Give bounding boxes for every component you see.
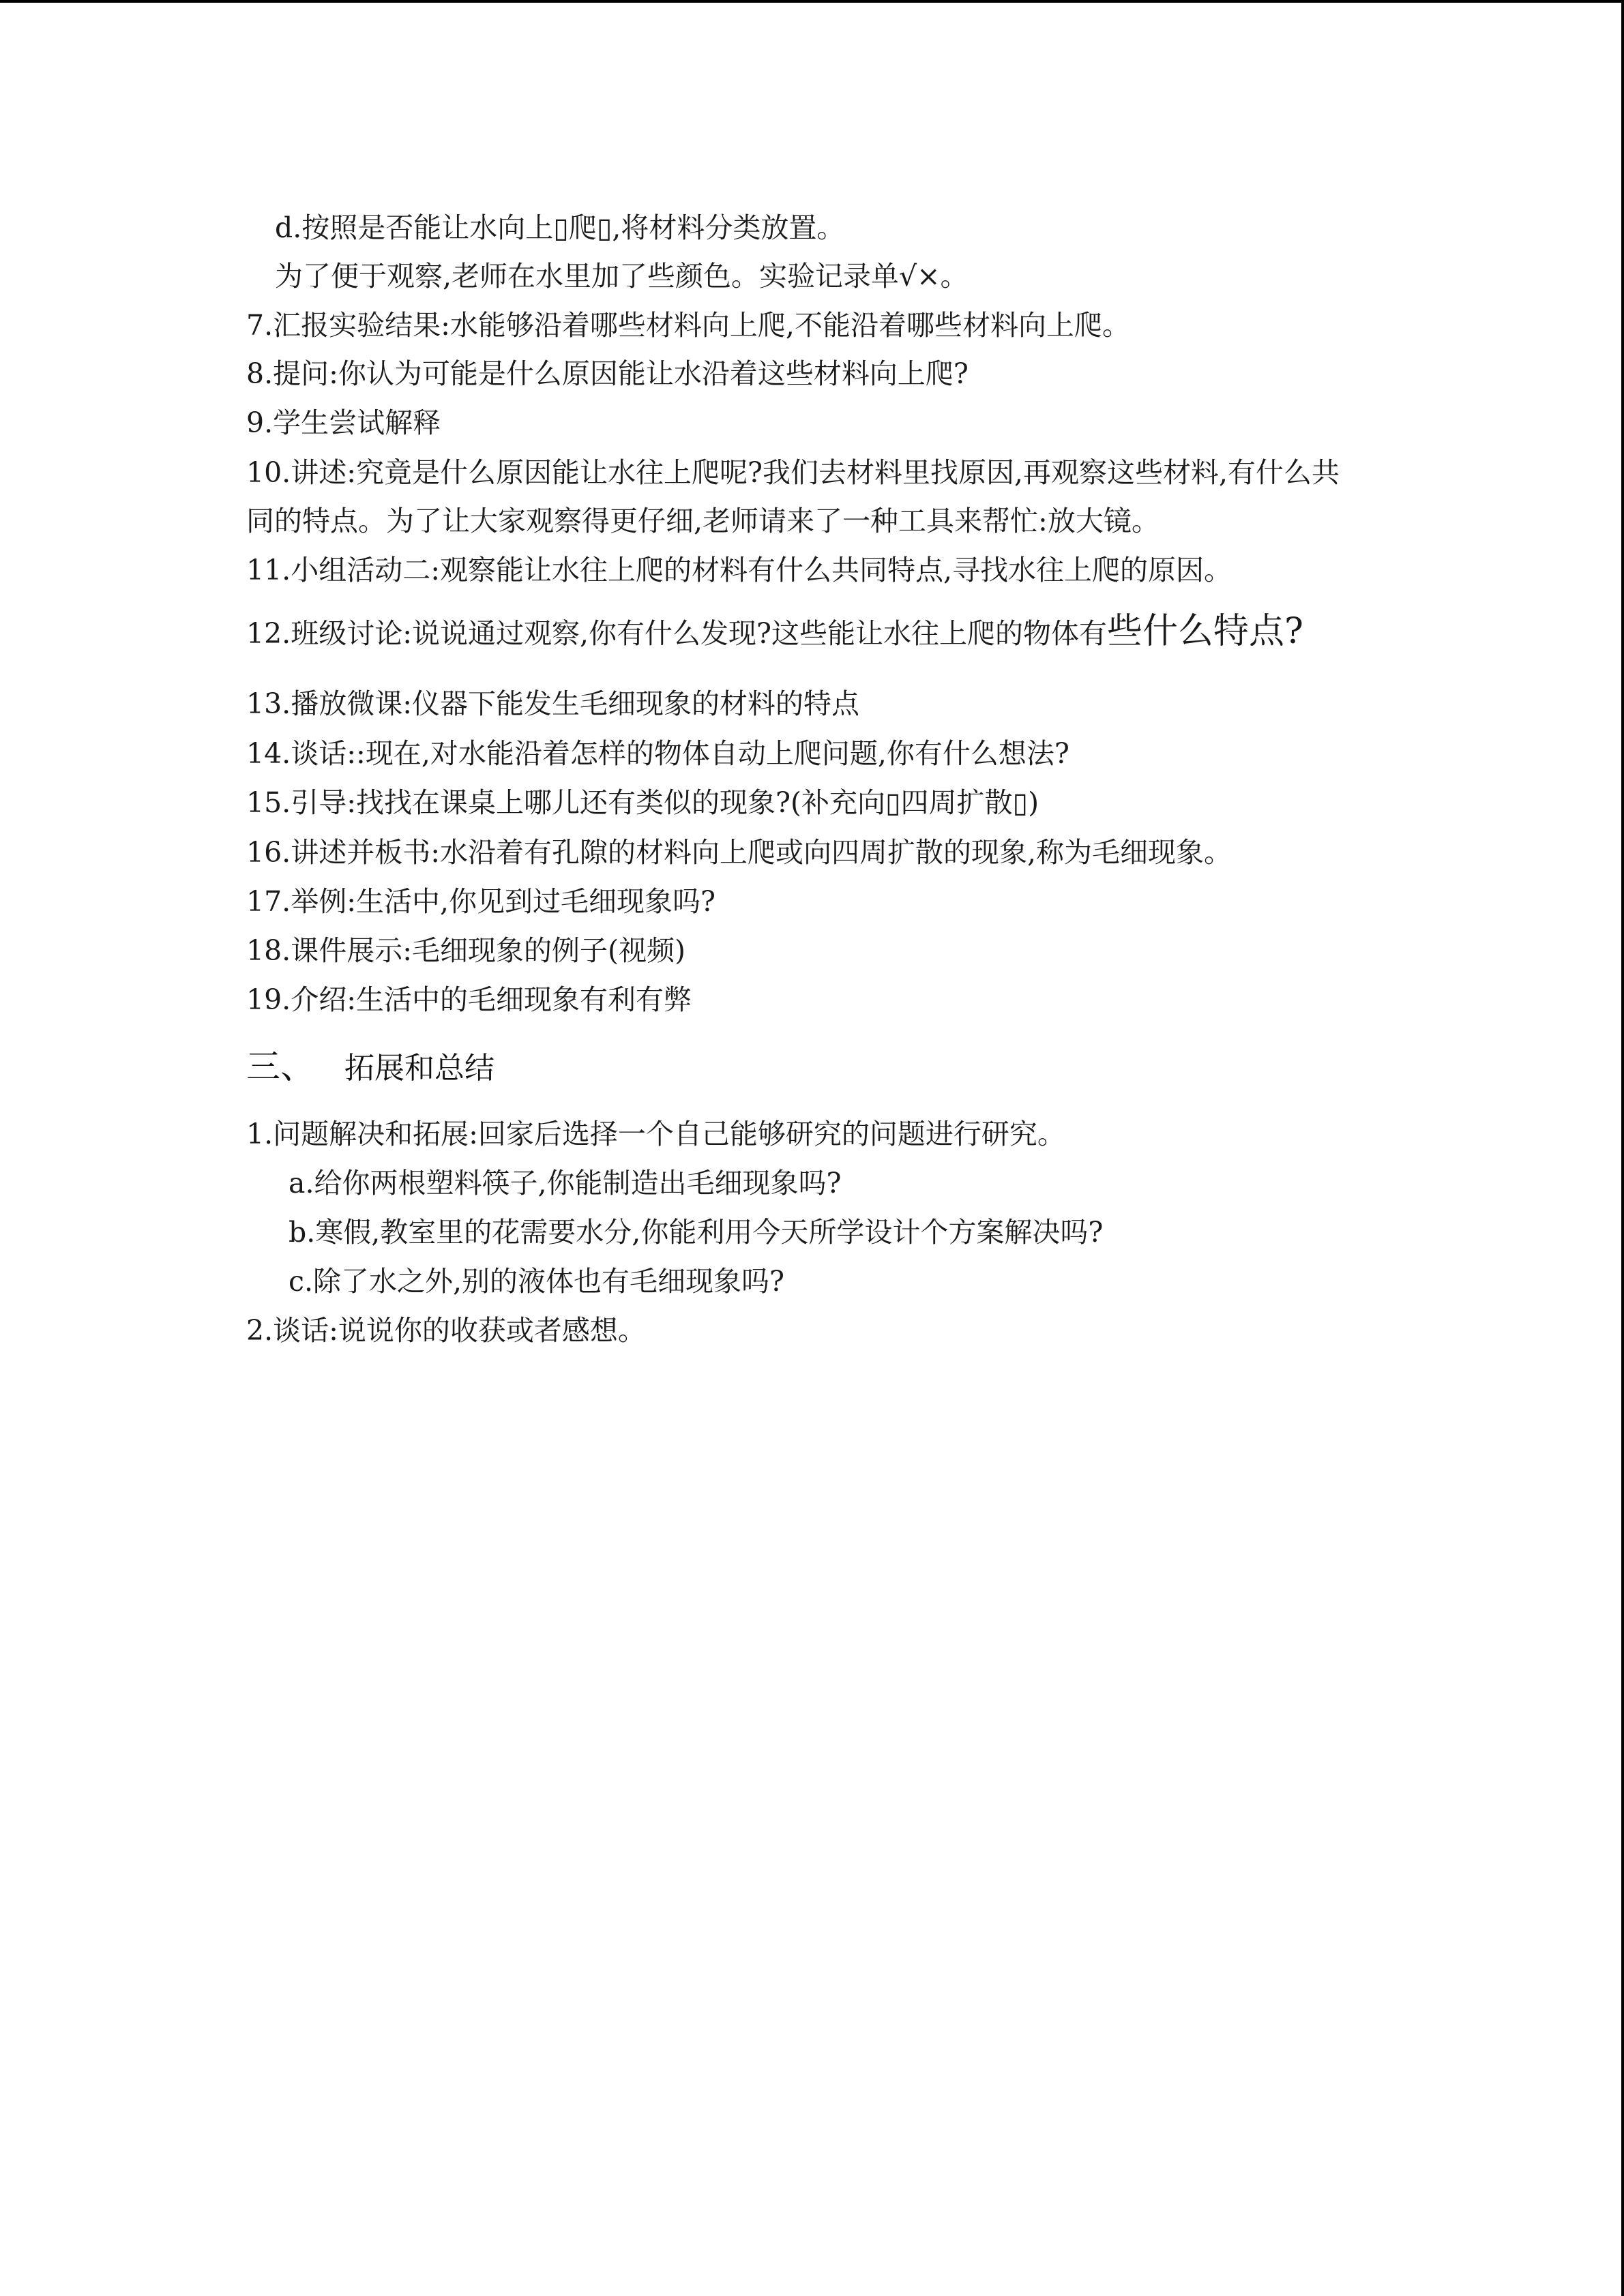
section-line-a: a.给你两根塑料筷子,你能制造出毛细现象吗? [289, 1167, 842, 1199]
text-line-d: d.按照是否能让水向上▯爬▯,将材料分类放置。 [275, 211, 845, 244]
section-heading [246, 1046, 494, 1087]
text-line-9: 9.学生尝试解释 [246, 406, 441, 439]
text-line-12 [246, 612, 1303, 651]
text-line-16: 16.讲述并板书:水沿着有孔隙的材料向上爬或向四周扩散的现象,称为毛细现象。 [246, 836, 1232, 869]
text-line-7: 7.汇报实验结果:水能够沿着哪些材料向上爬,不能沿着哪些材料向上爬。 [246, 309, 1130, 342]
text-line-11: 11.小组活动二:观察能让水往上爬的材料有什么共同特点,寻找水往上爬的原因。 [246, 554, 1232, 586]
page-top-border [0, 0, 1624, 3]
text-line-15: 15.引导:找找在课桌上哪儿还有类似的现象?(补充向▯四周扩散▯) [246, 786, 1039, 819]
text-line-8: 8.提问:你认为可能是什么原因能让水沿着这些材料向上爬? [246, 357, 969, 390]
section-number: 三、 [246, 1047, 314, 1086]
text-line-18: 18.课件展示:毛细现象的例子(视频) [246, 934, 686, 967]
section-line-2: 2.谈话:说说你的收获或者感想。 [246, 1314, 646, 1347]
text-line-12-end: 些什么特点? [1107, 611, 1303, 652]
text-line-10-cont: 同的特点。为了让大家观察得更仔细,老师请来了一种工具来帮忙:放大镜。 [246, 505, 1160, 537]
text-line-17: 17.举例:生活中,你见到过毛细现象吗? [246, 885, 716, 918]
section-title: 拓展和总结 [344, 1051, 494, 1086]
text-line-color-note: 为了便于观察,老师在水里加了些颜色。实验记录单√×。 [275, 260, 969, 293]
text-line-13: 13.播放微课:仪器下能发生毛细现象的材料的特点 [246, 687, 860, 720]
text-line-12-start: 12.班级讨论:说说通过观察,你有什么发现?这些能让水往上爬的物体有 [246, 617, 1108, 650]
text-line-19: 19.介绍:生活中的毛细现象有利有弊 [246, 983, 692, 1016]
text-line-14: 14.谈话::现在,对水能沿着怎样的物体自动上爬问题,你有什么想法? [246, 737, 1069, 770]
section-line-b: b.寒假,教室里的花需要水分,你能利用今天所学设计个方案解决吗? [289, 1216, 1104, 1249]
text-line-10: 10.讲述:究竟是什么原因能让水往上爬呢?我们去材料里找原因,再观察这些材料,有什么共 [246, 456, 1340, 489]
section-line-1: 1.问题解决和拓展:回家后选择一个自己能够研究的问题进行研究。 [246, 1118, 1065, 1150]
section-line-c: c.除了水之外,别的液体也有毛细现象吗? [289, 1265, 785, 1298]
page-right-border [1621, 0, 1624, 2296]
